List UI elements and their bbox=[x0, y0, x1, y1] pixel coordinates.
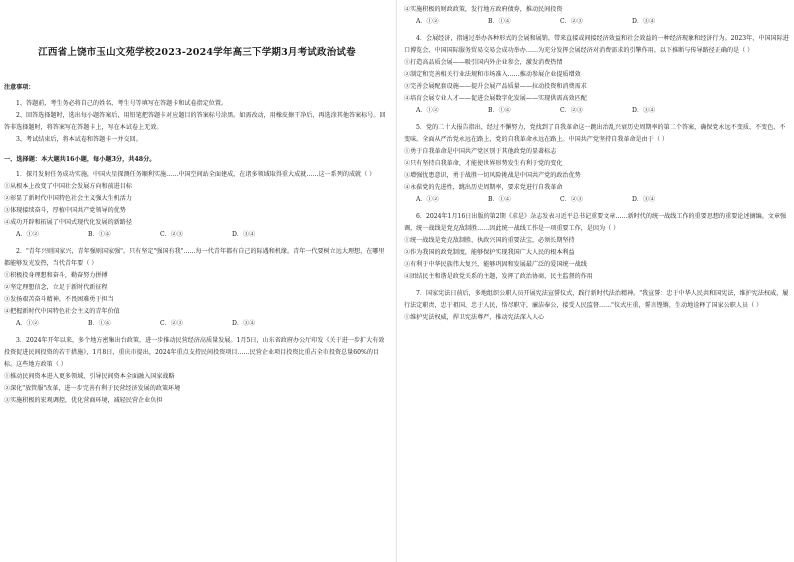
option-b: B．①④ bbox=[488, 18, 511, 25]
option-c: C．②③ bbox=[160, 320, 183, 327]
option-row-3 bbox=[404, 16, 790, 28]
choice-item: ②只有坚持自我革命，才能使世界形势发生有利于党的变化 bbox=[404, 160, 563, 167]
option-a: A．①② bbox=[416, 107, 439, 114]
question-stem-6: 6．2024年1月16日出版的第2期《求是》杂志发表习近平总书记重要文章……新时代的统一战线工作的重要思想的重要论述摘编。文章强调，统一战线是党克敌制胜……因此统一战线工作是一项重要工作，是因为（ ） bbox=[404, 213, 787, 232]
exam-title: 江西省上饶市玉山文苑学校2023-2024学年高三下学期3月考试政治试卷 bbox=[38, 47, 356, 58]
choice-item: ②制定和完善相关行业法规和市场准入……推动参展企业提质增效 bbox=[404, 71, 581, 78]
question-stem-4: 4．会展经济，指通过举办各种形式的会展和展销，带来直接或间接经济效益和社会效益的一种经济现象和经济行为。2023年，中国国际进口博览会、中国国际服务贸易交易会成功举办……为充分发挥会展经济对消费需求的引擎作用，以下推断与传导路径正确的是（ ） bbox=[404, 35, 789, 54]
choice-item: ③发扬艰苦奋斗精神，不畏困难勇于担当 bbox=[4, 296, 114, 303]
choice-item: ①打造高品质会展——吸引国内外企业参会，激发消费热情 bbox=[404, 59, 563, 66]
option-d: D．③④ bbox=[632, 18, 656, 25]
option-b: B．①④ bbox=[488, 107, 511, 114]
option-a: A．①② bbox=[16, 231, 39, 238]
exam-page-left bbox=[4, 4, 390, 556]
option-d: D．③④ bbox=[632, 196, 656, 203]
choice-item: ①维护宪法权威，捍卫宪法尊严，推动宪法深入人心 bbox=[404, 314, 545, 321]
notice-item: 2、回答选择题时，选出每小题答案后，用铅笔把答题卡对应题目的答案标号涂黑。如需改动，用橡皮擦干净后，再选涂其他答案标号。回答非选择题时，将答案写在答题卡上，写在本试卷上无效。 bbox=[4, 112, 386, 131]
choice-item: ③实施积极的宏观调控，优化营商环境，减轻民营企业负担 bbox=[4, 397, 163, 404]
choice-item: ④团结民主和谐是政党关系的主题，发挥了政治协商、民主监督的作用 bbox=[404, 273, 593, 280]
choice-item: ②坚定理想信念，立足于新时代新征程 bbox=[4, 284, 108, 291]
question-stem-1: 1．探月发射任务成功实施，中国火星探测任务顺利实施……中国空间站全面建成，在诸多领域取得重大成就……这一系列的成就（ ） bbox=[16, 171, 376, 178]
choice-item: ③体现接续奋斗，厚植中国共产党领导的优势 bbox=[4, 207, 126, 214]
option-b: B．①④ bbox=[488, 196, 511, 203]
question-stem-7: 7．国家宪法日前后，多地组织公职人员开展宪法宣誓仪式，践行新时代法治精神。"我宣誓：忠于中华人民共和国宪法，维护宪法权威，履行法定职责，忠于祖国、忠于人民，恪尽职守，廉洁奉公，接受人民监督……"仪式庄重，誓言铿锵，生动地诠释了国家公职人员（ ） bbox=[404, 290, 789, 309]
option-row-2 bbox=[4, 318, 390, 330]
option-b: B．①④ bbox=[88, 231, 111, 238]
notice-item: 3、考试结束后，将本试卷和答题卡一并交回。 bbox=[16, 136, 142, 143]
choice-item: ③完善会展配套设施——提升会展产品质量——拉动投资和消费需求 bbox=[404, 83, 587, 90]
option-a: A．①② bbox=[16, 320, 39, 327]
option-d: D．③④ bbox=[232, 320, 256, 327]
question-stem-3: 3．2024年开年以来，多个地方密集出台政策，进一步推动民营经济高质量发展。1月5日，山东省政府办公厅印发《关于进一步扩大有效投资促进民间投资的若干措施》，1月8日，重庆市提出，2024年重点支持民间投资项目……民营企业项目投资比重占全市投资总量60%的目标。这些地方政策（ ） bbox=[4, 337, 385, 368]
choice-item: ④永葆党的先进性，跳出历史周期率，要求党进行自我革命 bbox=[404, 184, 563, 191]
option-row-4 bbox=[404, 105, 790, 117]
choice-item: ④把握新时代中国特色社会主义的青年价值 bbox=[4, 308, 120, 315]
question-stem-5: 5．党的二十大报告指出，经过不懈努力，党找到了自我革命这一跳出治乱兴衰历史周期率的第二个答案，确保党永远不变质、不变色、不变味。全面从严治党永远在路上，党的自我革命永远在路上。中国共产党坚持自我革命是由于（ ） bbox=[404, 124, 786, 143]
exam-page-right bbox=[404, 4, 790, 556]
option-c: C．②③ bbox=[560, 18, 583, 25]
choice-item: ③有利于中华民族伟大复兴，能够巩固和发展最广泛的爱国统一战线 bbox=[404, 261, 587, 268]
choice-item: ①统一战线是党克敌制胜、执政兴国的重要法宝，必须长期坚持 bbox=[404, 237, 575, 244]
notice-heading: 注意事项： bbox=[4, 84, 35, 91]
choice-item: ④实施积极的财政政策，发行地方政府债券，推动民间投资 bbox=[404, 6, 563, 13]
choice-item: ③增强忧患意识，勇于战胜一切风险挑战是中国共产党的政治优势 bbox=[404, 172, 581, 179]
notice-item: 1、答题前，考生务必将自己的姓名、考生号等填写在答题卡和试卷指定位置。 bbox=[16, 100, 228, 107]
choice-item: ①勇于自我革命是中国共产党区别于其他政党的显著标志 bbox=[404, 148, 557, 155]
choice-item: ④成功开辟和拓展了中国式现代化发展的新路径 bbox=[4, 219, 132, 226]
choice-item: ①从根本上改变了中国社会发展方向和前进目标 bbox=[4, 183, 132, 190]
choice-item: ①积极投身理想和奋斗，勤奋努力拼搏 bbox=[4, 272, 108, 279]
option-d: D．③④ bbox=[232, 231, 256, 238]
option-c: C．②③ bbox=[560, 196, 583, 203]
option-a: A．①② bbox=[416, 196, 439, 203]
option-d: D．③④ bbox=[632, 107, 656, 114]
page-divider bbox=[396, 0, 397, 562]
option-a: A．①② bbox=[416, 18, 439, 25]
option-row-5 bbox=[404, 194, 790, 206]
section-heading: 一、选择题：本大题共16小题，每小题3分，共48分。 bbox=[4, 156, 156, 163]
choice-item: ④培育会展专业人才——促进会展数字化发展——实现供需高效匹配 bbox=[404, 95, 587, 102]
option-c: C．②③ bbox=[160, 231, 183, 238]
question-stem-2: 2．"青年兴则国家兴，青年强则国家强"。只有坚定"强国有我"……每一代青年都有自己的际遇和机缘。青年一代要树立远大理想，在哪里都能够发光发热，当代青年要（ ） bbox=[4, 248, 385, 267]
option-row-1 bbox=[4, 229, 390, 241]
choice-item: ②彰显了新时代中国特色社会主义强大生机活力 bbox=[4, 195, 132, 202]
option-b: B．①④ bbox=[88, 320, 111, 327]
choice-item: ②作为我国的政党制度，能够保护实现我国广大人民的根本利益 bbox=[404, 249, 575, 256]
choice-item: ②深化"放管服"改革，进一步完善有利于民营经济发展的政策环境 bbox=[4, 385, 181, 392]
choice-item: ①推动民间资本进入更多领域，引导民间资本全面融入国家战略 bbox=[4, 373, 175, 380]
option-c: C．②③ bbox=[560, 107, 583, 114]
